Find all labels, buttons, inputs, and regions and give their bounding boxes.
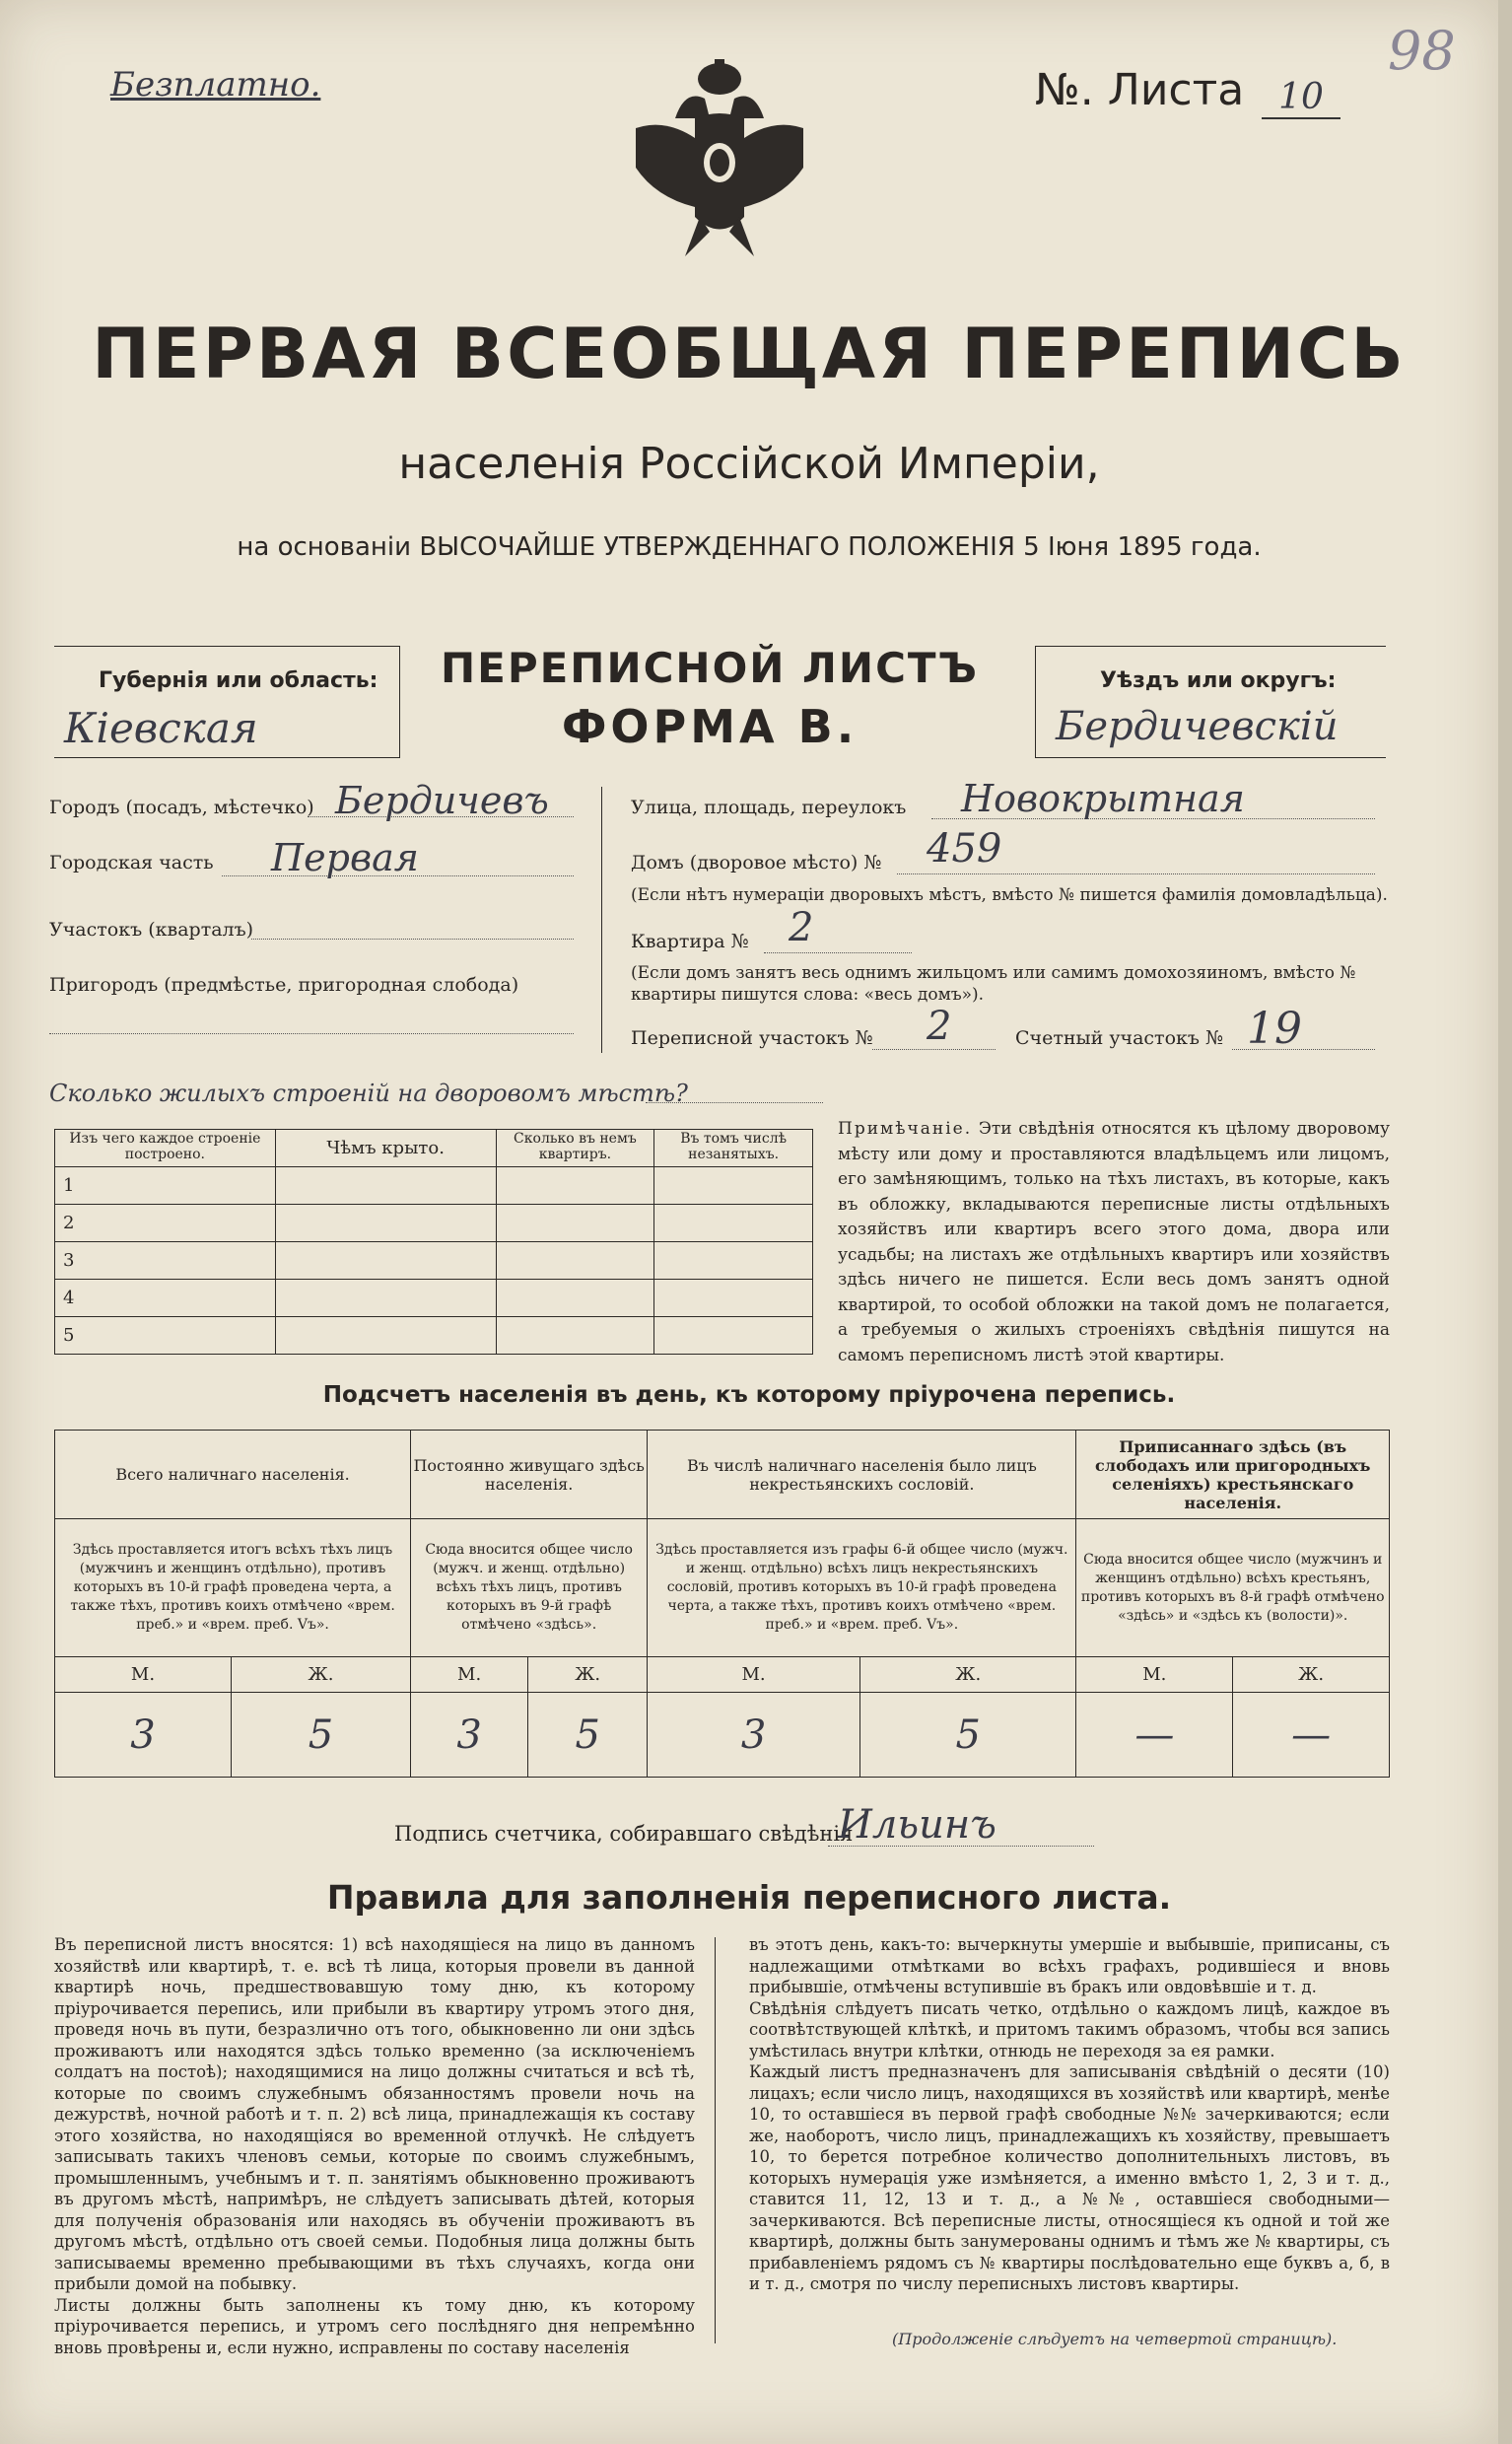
count-peasant-zh: — bbox=[1233, 1693, 1390, 1778]
uezd-box bbox=[1035, 646, 1386, 758]
count-zh-label: Ж. bbox=[528, 1657, 648, 1693]
chast-value: Первая bbox=[271, 836, 419, 879]
schetny-label: Счетный участокъ № bbox=[1015, 1027, 1223, 1049]
prigorod-label: Пригородъ (предмѣстье, пригородная слобода) bbox=[49, 974, 519, 996]
building-row-number: 3 bbox=[55, 1242, 276, 1280]
rules-left-column: Въ переписной листъ вносятся: 1) всѣ находящіеся на лицо въ данномъ хозяйствѣ или квартирѣ, т. е. всѣ тѣ лица, которыя провели въ данной квартирѣ ночь, предшествовавшую тому дню, къ которому пріурочивается перепись, или прибыли въ квартиру утромъ этого дня, проведя ночь въ пути, безразлично отъ того, обыкновенно ли они здѣсь проживаютъ или находятся здѣсь только временно (за исключеніемъ солдатъ на постоѣ); находящимися на лицо должны считаться и всѣ тѣ, которые по своимъ служебнымъ обязанностямъ провели ночь на дежурствѣ, ночной работѣ и т. п. 2) всѣ лица, принадлежащія къ составу этого хозяйства, но находящіяся во временной отлучкѣ. Не слѣдуетъ записывать такихъ членовъ семьи, которые по своимъ служебнымъ, промышленнымъ, учебнымъ и т. п. занятіямъ обыкновенно проживаютъ въ другомъ мѣстѣ, напримѣръ, не слѣдуетъ записывать дѣтей, которыя для полученія образованія или находясь въ обученіи проживаютъ въ другомъ мѣстѣ, отдѣльно отъ своей семьи. Подобныя лица должны быть записываемы временно пребывающими въ тѣхъ случаяхъ, когда они прибыли домой на побывку. Листы должны быть заполнены къ тому дню, къ которому пріурочивается перепись, и утромъ сего послѣдняго дня непремѣнно вновь провѣрены и, если нужно, исправлены по составу населенія bbox=[54, 1935, 695, 2357]
count-desc-total: Здѣсь проставляется итогъ всѣхъ тѣхъ лицъ (мужчинъ и женщинъ отдѣльно), противъ которыхъ въ 10-й графѣ проведена черта, а также тѣхъ, противъ коихъ отмѣчено «врем. преб.» и «врем. преб. Vъ». bbox=[55, 1519, 411, 1657]
buildings-note-title: Примѣчаніе. bbox=[838, 1119, 973, 1139]
form-letter: ФОРМА В. bbox=[561, 700, 859, 753]
chast-label: Городская часть bbox=[49, 852, 214, 873]
gubernia-label: Губернія или область: bbox=[99, 668, 378, 693]
perepisnoi-value: 2 bbox=[927, 1004, 952, 1049]
dom-note: (Если нѣтъ нумераціи дворовыхъ мѣстъ, вмѣсто № пишется фамилія домовладѣльца). bbox=[631, 885, 1388, 905]
gubernia-value: Кіевская bbox=[64, 704, 258, 752]
building-row-number: 1 bbox=[55, 1167, 276, 1205]
form-title: ПЕРЕПИСНОЙ ЛИСТЪ bbox=[440, 644, 980, 692]
free-label: Безплатно. bbox=[110, 65, 321, 105]
subtitle: населенія Россійской Имперіи, bbox=[398, 439, 1100, 489]
signature-value: Ильинъ bbox=[838, 1802, 997, 1848]
count-zh-label: Ж. bbox=[1233, 1657, 1390, 1693]
form-header bbox=[54, 646, 1385, 764]
count-m-label: М. bbox=[1076, 1657, 1233, 1693]
count-head-peasant: Приписаннаго здѣсь (въ слободахъ или пригородныхъ селеніяхъ) крестьянскаго населенія. bbox=[1076, 1431, 1390, 1519]
sheet-number-label: №. Листа bbox=[1035, 65, 1245, 115]
double-headed-eagle-emblem-icon bbox=[616, 59, 823, 266]
count-head-nonpeasant: Въ числѣ наличнаго населенія было лицъ некрестьянскихъ сословій. bbox=[648, 1431, 1076, 1519]
ulitsa-label: Улица, площадь, переулокъ bbox=[631, 797, 907, 818]
count-title: Подсчетъ населенія въ день, къ которому пріурочена перепись. bbox=[322, 1382, 1176, 1408]
sheet-number-value: 10 bbox=[1262, 77, 1340, 119]
count-m-label: М. bbox=[55, 1657, 232, 1693]
count-desc-permanent: Сюда вносится общее число (мужч. и женщ. отдѣльно) всѣхъ тѣхъ лицъ, противъ которыхъ въ 9-й графѣ отмѣчено «здѣсь». bbox=[411, 1519, 648, 1657]
count-table bbox=[54, 1430, 1390, 1778]
building-row-number: 4 bbox=[55, 1280, 276, 1317]
count-nonpeasant-zh: 5 bbox=[859, 1693, 1076, 1778]
schetny-value: 19 bbox=[1247, 1004, 1302, 1054]
uezd-label: Уѣздъ или округъ: bbox=[1100, 668, 1337, 693]
count-nonpeasant-m: 3 bbox=[648, 1693, 860, 1778]
rules-title: Правила для заполненія переписного листа. bbox=[326, 1878, 1172, 1917]
address-right bbox=[631, 777, 1390, 1073]
buildings-header-roof: Чѣмъ крыто. bbox=[275, 1130, 496, 1167]
count-total-m: 3 bbox=[55, 1693, 232, 1778]
address-left bbox=[49, 779, 602, 1053]
count-desc-peasant: Сюда вносится общее число (мужчинъ и женщинъ отдѣльно) всѣхъ крестьянъ, противъ которыхъ въ 8-й графѣ отмѣчено «здѣсь» и «здѣсь къ (волости)». bbox=[1076, 1519, 1390, 1657]
count-m-label: М. bbox=[411, 1657, 528, 1693]
buildings-header-apartments: Сколько въ немъ квартиръ. bbox=[496, 1130, 654, 1167]
count-desc-nonpeasant: Здѣсь проставляется изъ графы 6-й общее число (мужч. и женщ. отдѣльно) всѣхъ лицъ некрестьянскихъ сословій, противъ которыхъ въ 10-й графѣ проведена черта, а также тѣхъ, противъ коихъ отмѣчено «врем. преб.» и «врем. преб. Vъ». bbox=[648, 1519, 1076, 1657]
rules-divider bbox=[715, 1937, 716, 2343]
dom-value: 459 bbox=[927, 826, 1002, 872]
gorod-label: Городъ (посадъ, мѣстечко) bbox=[49, 797, 314, 818]
rules-right-column: въ этотъ день, какъ-то: вычеркнуты умершіе и выбывшіе, приписаны, съ надлежащими отмѣтками во всѣхъ графахъ, родившіеся и вновь прибывшіе, отмѣчены вступившіе въ бракъ или овдовѣвшіе и т. д. Свѣдѣнія слѣдуетъ писать четко, отдѣльно о каждомъ лицѣ, каждое въ соотвѣтствующей клѣткѣ, и притомъ такимъ образомъ, чтобы вся запись умѣстилась внутри клѣтки, отнюдь не переходя за ея рамки. Каждый листъ предназначенъ для записыванія свѣдѣній о десяти (10) лицахъ; если число лицъ, находящихся въ хозяйствѣ или квартирѣ, менѣе 10, то оставшіеся въ первой графѣ свободные №№ зачеркиваются; если же, наоборотъ, число лицъ, принадлежащихъ къ хозяйству, превышаетъ 10, то берется потребное количество дополнительныхъ листовъ, въ которыхъ нумерація уже измѣняется, а именно вмѣсто 1, 2, 3 и т. д., ставится 11, 12, 13 и т. д., а №№, оставшіеся свободными—зачеркиваются. Всѣ переписные листы, относящіеся къ одной и той же квартирѣ, должны быть занумерованы однимъ и тѣмъ же № квартиры, съ прибавленіемъ рядомъ съ № квартиры послѣдовательно еще буквъ а, б, в и т. д., смотря по числу переписныхъ листовъ квартиры. bbox=[749, 1935, 1390, 2293]
gubernia-box bbox=[54, 646, 400, 758]
buildings-note bbox=[838, 1117, 1390, 1368]
perepisnoi-label: Переписной участокъ № bbox=[631, 1027, 873, 1049]
buildings-header-vacant: Въ томъ числѣ незанятыхъ. bbox=[654, 1130, 813, 1167]
buildings-note-text: Эти свѣдѣнія относятся къ цѣлому дворовому мѣсту или дому и проставляются владѣльцемъ или лицомъ, его замѣняющимъ, только на тѣхъ листахъ, въ которые, какъ въ обложку, вкладываются переписные листы отдѣльныхъ хозяйствъ или квартиръ всего этого дома, двора или усадьбы; на листахъ же отдѣльныхъ квартиръ или хозяйствъ здѣсь ничего не пишется. Если весь домъ занятъ одной квартирой, то особой обложки на такой домъ не полагается, а требуемыя о жилыхъ строеніяхъ свѣдѣнія пишутся на самомъ переписномъ листѣ этой квартиры. bbox=[838, 1119, 1390, 1365]
building-row-number: 5 bbox=[55, 1317, 276, 1355]
gorod-value: Бердичевъ bbox=[335, 779, 549, 822]
count-total-zh: 5 bbox=[231, 1693, 410, 1778]
rules-continued-note: (Продолженіе слѣдуетъ на четвертой страницѣ). bbox=[892, 2330, 1338, 2348]
buildings-table bbox=[54, 1129, 813, 1355]
uezd-value: Бердичевскій bbox=[1056, 704, 1339, 749]
basis-line: на основаніи ВЫСОЧАЙШЕ УТВЕРЖДЕННАГО ПОЛОЖЕНІЯ 5 Іюня 1895 года. bbox=[237, 532, 1262, 562]
count-permanent-zh: 5 bbox=[528, 1693, 648, 1778]
kvartira-value: 2 bbox=[789, 905, 814, 950]
count-m-label: М. bbox=[648, 1657, 860, 1693]
count-zh-label: Ж. bbox=[859, 1657, 1076, 1693]
kvartira-label: Квартира № bbox=[631, 931, 749, 952]
corner-page-number: 98 bbox=[1388, 20, 1456, 82]
dom-label: Домъ (дворовое мѣсто) № bbox=[631, 852, 882, 873]
buildings-question: Сколько жилыхъ строеній на дворовомъ мѣстѣ? bbox=[49, 1080, 688, 1107]
count-zh-label: Ж. bbox=[231, 1657, 410, 1693]
kvartira-note: (Если домъ занятъ весь однимъ жильцомъ или самимъ домохозяиномъ, вмѣсто № квартиры пишутся слова: «весь домъ»). bbox=[631, 963, 1356, 1005]
count-head-permanent: Постоянно живущаго здѣсь населенія. bbox=[411, 1431, 648, 1519]
buildings-header-material: Изъ чего каждое строеніе построено. bbox=[55, 1130, 276, 1167]
uchastok-label: Участокъ (кварталъ) bbox=[49, 919, 254, 941]
signature-label: Подпись счетчика, собиравшаго свѣдѣнія bbox=[394, 1822, 854, 1846]
ulitsa-value: Новокрытная bbox=[961, 777, 1245, 820]
main-title: ПЕРВАЯ ВСЕОБЩАЯ ПЕРЕПИСЬ bbox=[92, 314, 1407, 394]
count-head-total: Всего наличнаго населенія. bbox=[55, 1431, 411, 1519]
building-row-number: 2 bbox=[55, 1205, 276, 1242]
count-permanent-m: 3 bbox=[411, 1693, 528, 1778]
count-peasant-m: — bbox=[1076, 1693, 1233, 1778]
